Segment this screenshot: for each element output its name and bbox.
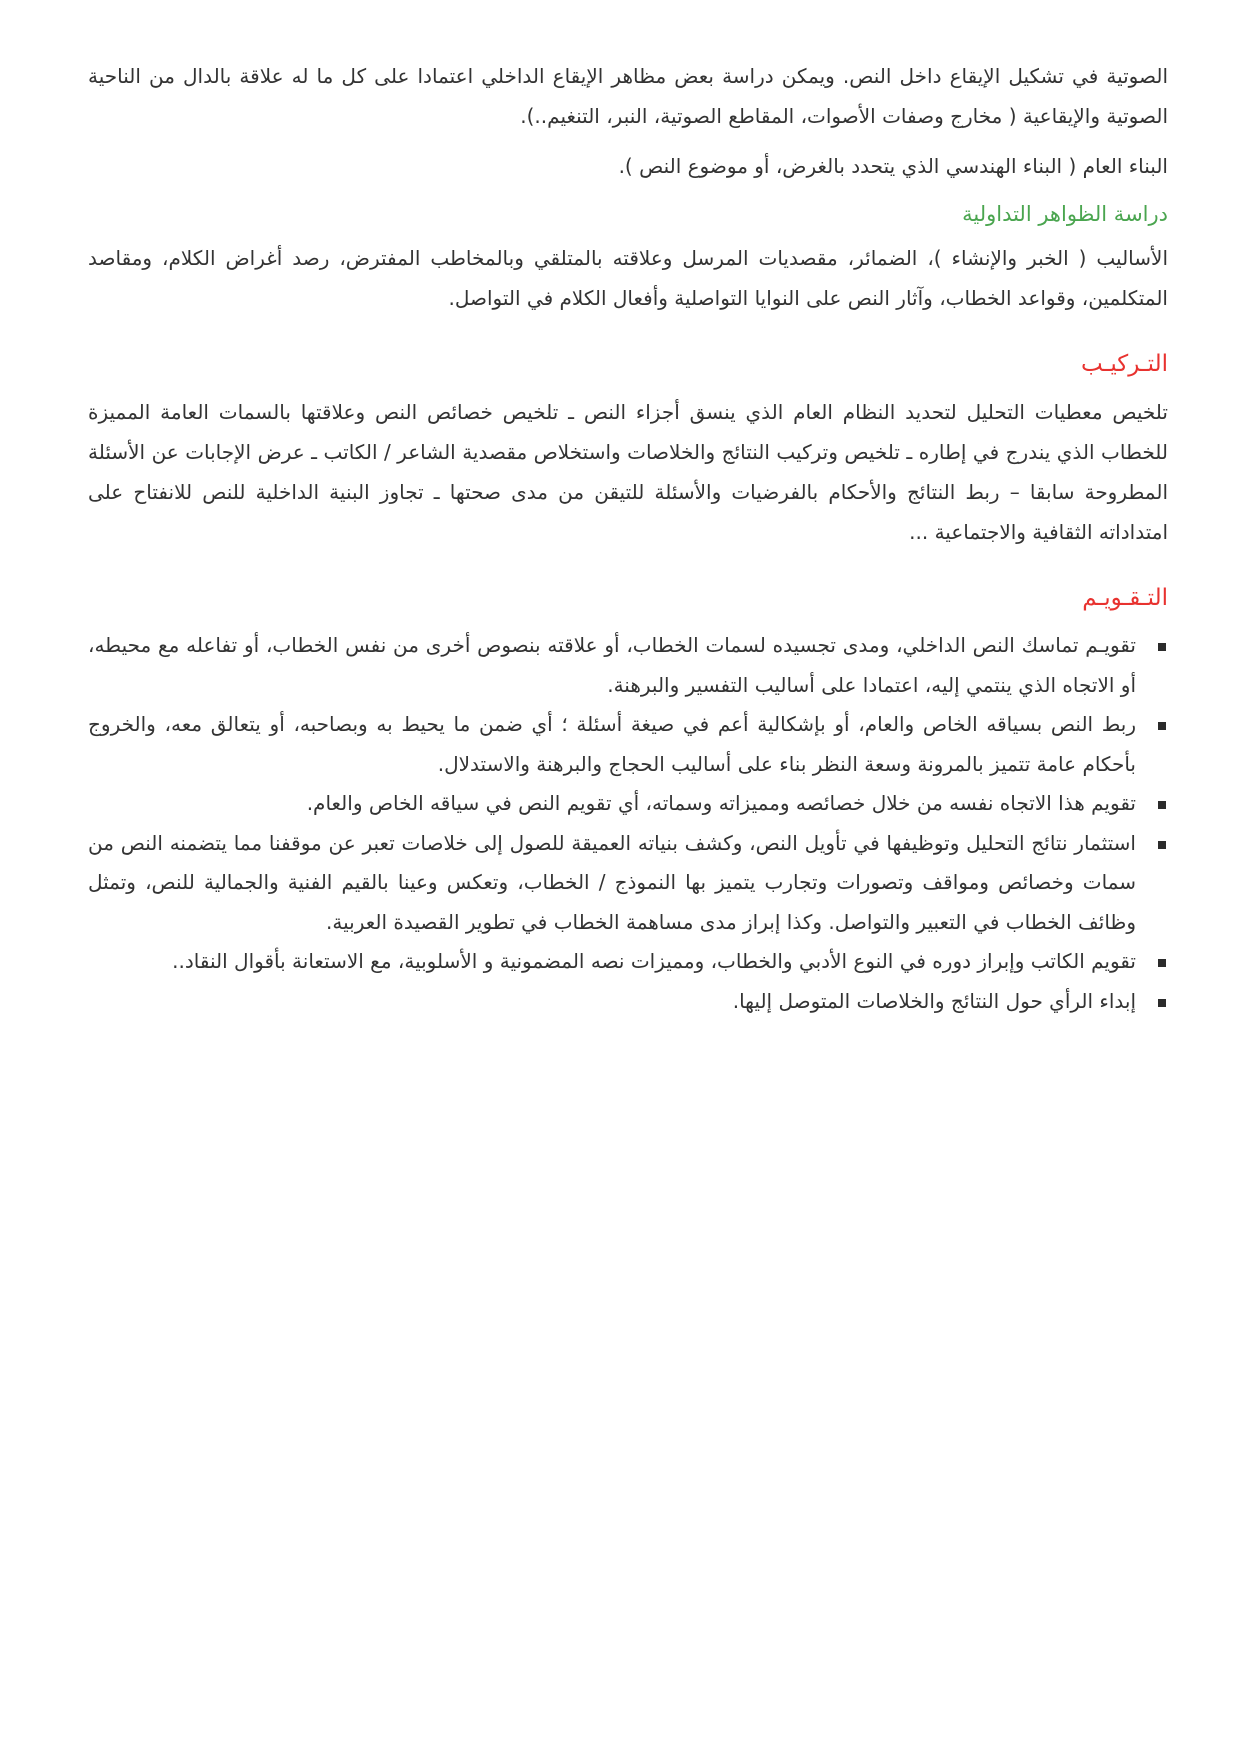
evaluation-list (88, 626, 1168, 1021)
intro-paragraph: الصوتية في تشكيل الإيقاع داخل النص. ويمكن دراسة بعض مظاهر الإيقاع الداخلي اعتمادا على كل ما له علاقة بالدال من الناحية الصوتية والإيقاعية ( مخارج وصفات الأصوات، المقاطع الصوتية، النبر، التنغيم..). (88, 64, 1168, 128)
synthesis-paragraph: تلخيص معطيات التحليل لتحديد النظام العام الذي ينسق أجزاء النص ـ تلخيص خصائص النص وعلاقتها بالسمات العامة المميزة للخطاب الذي يندرج في إطاره ـ تلخيص وتركيب النتائج والخلاصات واستخلاص مقصدية الشاعر / الكاتب ـ عرض الإجابات عن الأسئلة المطروحة سابقا – ربط النتائج والأحكام بالفرضيات والأسئلة للتيقن من مدى صحتها ـ تجاوز البنية الداخلية للنص للانفتاح على امتداداته الثقافية والاجتماعية ... (88, 400, 1168, 544)
evaluation-heading: التـقـويـم (1082, 585, 1168, 611)
list-item-text: تقويم هذا الاتجاه نفسه من خلال خصائصه ومميزاته وسماته، أي تقويم النص في سياقه الخاص والعام. (306, 791, 1136, 815)
pragmatics-heading: دراسة الظواهر التداولية (962, 202, 1168, 226)
square-bullet-icon (1158, 841, 1166, 849)
square-bullet-icon (1158, 999, 1166, 1007)
construction-paragraph: البناء العام ( البناء الهندسي الذي يتحدد بالغرض، أو موضوع النص ). (618, 154, 1168, 178)
list-item (88, 626, 1168, 705)
square-bullet-icon (1158, 722, 1166, 730)
pragmatics-paragraph: الأساليب ( الخبر والإنشاء )، الضمائر، مقصديات المرسل وعلاقته بالمتلقي وبالمخاطب المفترض، رصد أغراض الكلام، ومقاصد المتكلمين، وقواعد الخطاب، وآثار النص على النوايا التواصلية وأفعال الكلام في التواصل. (88, 246, 1168, 310)
list-item (88, 784, 1168, 824)
list-item-text: ربط النص بسياقه الخاص والعام، أو بإشكالية أعم في صيغة أسئلة ؛ أي ضمن ما يحيط به وبصاحبه، أو يتعالق معه، والخروج بأحكام عامة تتميز بالمرونة وسعة النظر بناء على أساليب الحجاج والبرهنة والاستدلال. (88, 712, 1136, 776)
list-item-text: إبداء الرأي حول النتائج والخلاصات المتوصل إليها. (732, 988, 1136, 1013)
list-item-text: تقويـم تماسك النص الداخلي، ومدى تجسيده لسمات الخطاب، أو علاقته بنصوص أخرى من نفس الخطاب، أو تفاعله مع محيطه، أو الاتجاه الذي ينتمي إليه، اعتمادا على أساليب التفسير والبرهنة. (88, 633, 1136, 697)
list-item (88, 705, 1168, 784)
list-item (88, 982, 1168, 1022)
square-bullet-icon (1158, 801, 1166, 809)
list-item (88, 824, 1168, 943)
list-item-text: تقويم الكاتب وإبراز دوره في النوع الأدبي والخطاب، ومميزات نصه المضمونية و الأسلوبية، مع الاستعانة بأقوال النقاد.. (172, 949, 1136, 973)
list-item-text: استثمار نتائج التحليل وتوظيفها في تأويل النص، وكشف بنياته العميقة للصول إلى خلاصات تعبر عن موقفنا مما يتضمنه النص من سمات وخصائص ومواقف وتصورات وتجارب يتميز بها النموذج / الخطاب، وتعكس وعينا بالقيم الفنية والجمالية للنص، وتمثل وظائف الخطاب في التعبير والتواصل. وكذا إبراز مدى مساهمة الخطاب في تطوير القصيدة العربية. (88, 830, 1136, 934)
synthesis-heading: التـركيـب (1081, 351, 1168, 377)
square-bullet-icon (1158, 959, 1166, 967)
list-item (88, 942, 1168, 982)
document-page (88, 56, 1168, 1021)
square-bullet-icon (1158, 643, 1166, 651)
